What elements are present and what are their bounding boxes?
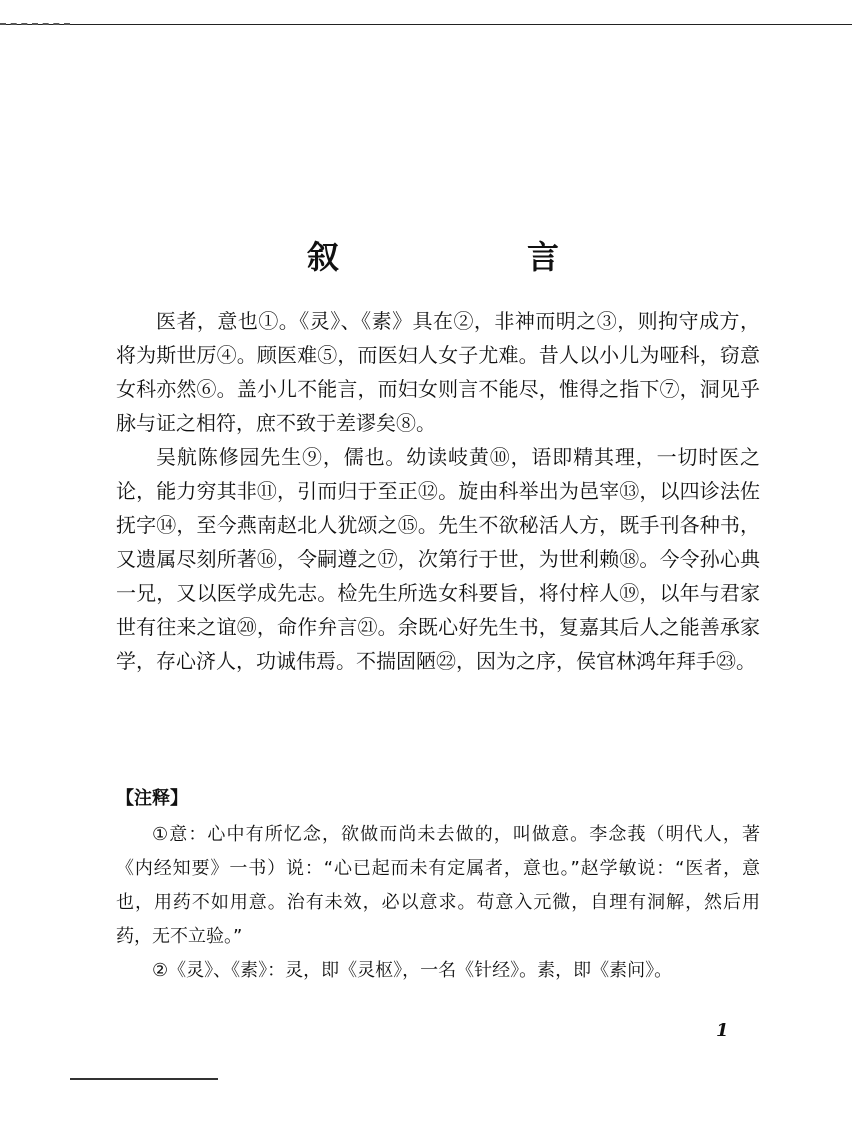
note-item: ②《灵》、《素》：灵，即《灵枢》，一名《针经》。素，即《素问》。 (152, 960, 673, 981)
notes-section (116, 818, 760, 988)
preface-paragraph: 医者，意也①。《灵》、《素》具在②，非神而明之③，则拘守成方，将为斯世厉④。顾医难⑤，而医妇人女子尤难。昔人以小儿为哑科，窃意女科亦然⑥。盖小儿不能言，而妇女则言不能尽，惟得之指下⑦，洞见乎脉与证之相符，庶不致于差谬矣⑧。 (116, 309, 760, 435)
page-heading: 叙 言 (306, 238, 637, 276)
top-rule-dash (0, 23, 70, 25)
preface-paragraph: 吴航陈修园先生⑨，儒也。幼读岐黄⑩，语即精其理，一切时医之论，能力穷其非⑪，引而归于至正⑫。旋由科举出为邑宰⑬，以四诊法佐抚字⑭，至今燕南赵北人犹颂之⑮。先生不欲秘活人方，既手刊各种书，又遗属尽刻所著⑯，令嗣遵之⑰，次第行于世，为世利赖⑱。今令孙心典一兄，又以医学成先志。检先生所选女科要旨，将付梓人⑲，以年与君家世有往来之谊⑳，命作弁言㉑。余既心好先生书，复嘉其后人之能善承家学，存心济人，功诚伟焉。不揣固陋㉒，因为之序，侯官林鸿年拜手㉓。 (116, 445, 760, 673)
notes-title: 【注释】 (116, 788, 188, 809)
note-item: ①意：心中有所忆念，欲做而尚未去做的，叫做意。李念莪（明代人，著《内经知要》一书）说：“心已起而未有定属者，意也。”赵学敏说：“医者，意也，用药不如用意。治有未效，必以意求。苟意入元微，自理有洞解，然后用药，无不立验。” (116, 824, 760, 947)
bottom-rule (70, 1078, 218, 1080)
page-number: 1 (716, 1020, 729, 1041)
preface-body (116, 304, 760, 678)
top-rule (0, 24, 852, 25)
